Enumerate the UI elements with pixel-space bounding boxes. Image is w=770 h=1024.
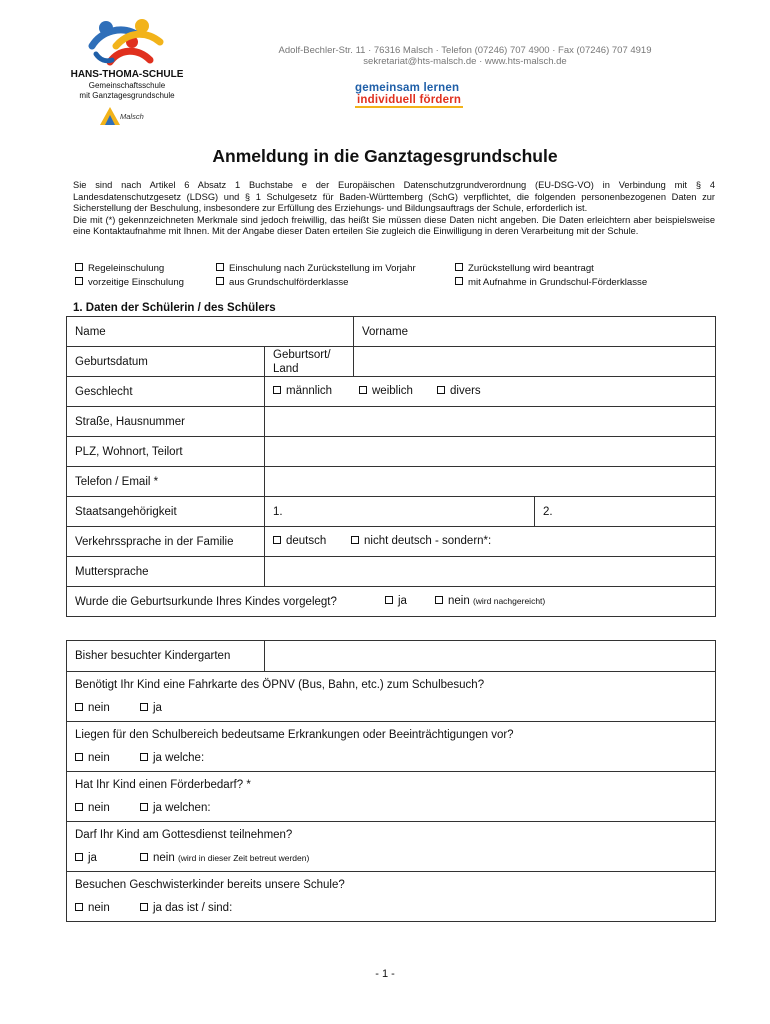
checkbox-gu-ja[interactable] [385,595,407,607]
option-label: nein [88,752,110,764]
checkbox-geschwister-ja[interactable] [140,902,232,914]
checkbox-foerder-ja[interactable] [140,802,211,814]
page-number: - 1 - [375,968,395,980]
label-plz [67,437,265,467]
checkbox-icon[interactable] [75,277,83,285]
option-nach-zurueckstellung[interactable] [216,262,416,276]
field-staat-1[interactable] [265,497,535,527]
checkbox-icon[interactable] [435,596,443,604]
school-name: HANS-THOMA-SCHULE [70,69,184,80]
field-name[interactable] [67,317,354,347]
checkbox-icon[interactable] [385,596,393,604]
option-label: nein [153,852,175,864]
label-geschlecht [67,377,265,407]
note-nachgereicht: (wird nachgereicht) [472,596,546,606]
header-contact: sekretariat@hts-malsch.de · www.hts-malsch.de [363,56,567,67]
town-logo [98,105,154,127]
label-land: Land [273,362,299,375]
checkbox-fahrkarte-nein[interactable] [75,702,110,714]
option-label: Zurückstellung wird beantragt [468,263,594,274]
checkbox-icon[interactable] [75,803,83,811]
label-staatsangehoerigkeit [67,497,265,527]
field-verkehrssprache [265,527,716,557]
option-label: aus Grundschulförderklasse [229,277,349,288]
option-label: vorzeitige Einschulung [88,277,184,288]
row-geburtsurkunde [67,587,716,617]
field-telefon[interactable] [265,467,716,497]
checkbox-divers[interactable] [437,385,481,397]
field-strasse[interactable] [265,407,716,437]
checkbox-erkrankung-ja[interactable] [140,752,204,764]
checkbox-erkrankung-nein[interactable] [75,752,110,764]
field-plz[interactable] [265,437,716,467]
town-crest-icon [98,105,122,127]
checkbox-icon[interactable] [455,263,463,271]
checkbox-deutsch[interactable] [273,535,326,547]
header-address: Adolf-Bechler-Str. 11 · 76316 Malsch · Telefon (07246) 707 4900 · Fax (07246) 707 4919 [278,45,652,56]
town-logo-text: Malsch [120,112,144,121]
field-geburtsort[interactable] [354,347,716,377]
label-text: Telefon / Email * [75,475,159,488]
label-gottesdienst: Darf Ihr Kind am Gottesdienst teilnehmen? [75,829,293,841]
row-gottesdienst [67,822,716,872]
school-logo [86,16,166,68]
option-zurueckstellung-beantragt[interactable] [455,262,594,276]
option-label: männlich [286,385,333,397]
note-betreut: (wird in dieser Zeit betreut werden) [177,853,310,863]
label-staat-1: 1. [273,505,283,518]
option-vorzeitig[interactable] [75,276,184,290]
checkbox-icon[interactable] [75,703,83,711]
field-geburtsdatum[interactable] [265,347,354,377]
option-label: nein [448,595,470,607]
label-geburtsort: Geburtsort/ [273,348,331,361]
checkbox-icon[interactable] [140,903,148,911]
checkbox-icon[interactable] [437,386,445,394]
checkbox-icon[interactable] [140,803,148,811]
option-label: nein [88,902,110,914]
option-label: ja welche: [153,752,205,764]
checkbox-icon[interactable] [140,703,148,711]
option-label: mit Aufnahme in Grundschul-Förderklasse [468,277,648,288]
label-text: Geschlecht [75,385,133,398]
label-strasse [67,407,265,437]
label-telefon [67,467,265,497]
checkbox-fahrkarte-ja[interactable] [140,702,162,714]
checkbox-icon[interactable] [75,853,83,861]
row-fahrkarte [67,672,716,722]
checkbox-icon[interactable] [140,853,148,861]
label-muttersprache [67,557,265,587]
school-subtitle [62,81,192,100]
label-verkehrssprache [67,527,265,557]
option-label: nicht deutsch - sondern*: [364,535,492,547]
checkbox-icon[interactable] [75,753,83,761]
option-label: ja welchen: [153,802,211,814]
checkbox-icon[interactable] [455,277,463,285]
label-geburtsdatum [67,347,265,377]
checkbox-icon[interactable] [351,536,359,544]
field-vorname[interactable] [354,317,716,347]
label-name: Name [75,325,106,338]
row-geschwister [67,872,716,922]
label-text: Bisher besuchter Kindergarten [75,650,231,662]
section1-title: 1. Daten der Schülerin / des Schülers [73,302,276,314]
privacy-notice-p1: Sie sind nach Artikel 6 Absatz 1 Buchstabe e der Europäischen Datenschutzgrundverordnung (EU-DSG-VO) in Verbindung mit § 4 Landesdatenschutzgesetz (LDSG) und § 1 Schulgesetz für Baden-Württemberg (SchG) verpflichtet, die folgenden personenbezogenen Daten zur Sicherstellung der Beschulung, insbesondere zur Erfüllung des Erziehungs- und Bildungsauftrags der Schule, erforderlich ist. [73,180,715,214]
privacy-notice-p2: Die mit (*) gekennzeichneten Merkmale sind jedoch freiwillig, das heißt Sie müssen diese Daten nicht angeben. Die Daten erleichtern aber beispielsweise eine Kontaktaufnahme mit Ihnen. Mit der Angabe dieser Daten erteilen Sie zugleich die Einwilligung in deren Verarbeitung mit der Schule. [73,214,715,237]
checkbox-maennlich[interactable] [273,385,332,397]
checkbox-nicht-deutsch[interactable] [351,535,491,547]
label-text: PLZ, Wohnort, Teilort [75,445,183,458]
option-label: weiblich [372,385,413,397]
checkbox-gottesdienst-ja[interactable] [75,852,97,864]
student-data-table [66,316,716,617]
option-label: ja [398,595,407,607]
row-foerderbedarf [67,772,716,822]
option-label: nein [88,802,110,814]
field-kindergarten[interactable] [265,641,716,672]
label-text: Geburtsdatum [75,355,148,368]
label-text: Staatsangehörigkeit [75,505,177,518]
option-label: deutsch [286,535,327,547]
label-staat-2: 2. [543,505,553,518]
page-title: Anmeldung in die Ganztagesgrundschule [212,146,558,166]
label-erkrankung: Liegen für den Schulbereich bedeutsame Erkrankungen oder Beeinträchtigungen vor? [75,729,514,741]
privacy-notice [73,180,715,238]
additional-data-table [66,640,716,922]
option-regeleinschulung[interactable] [75,262,164,276]
option-grundschulfoerderklasse[interactable] [216,276,348,290]
label-fahrkarte: Benötigt Ihr Kind eine Fahrkarte des ÖPNV (Bus, Bahn, etc.) zum Schulbesuch? [75,679,485,691]
field-geschlecht [265,377,716,407]
checkbox-icon[interactable] [273,536,281,544]
checkbox-geschwister-nein[interactable] [75,902,110,914]
slogan-underline [355,106,463,108]
label-geburtsurkunde: Wurde die Geburtsurkunde Ihres Kindes vorgelegt? [75,595,337,608]
option-label: divers [450,385,481,397]
checkbox-icon[interactable] [75,903,83,911]
checkbox-icon[interactable] [359,386,367,394]
checkbox-icon[interactable] [216,263,224,271]
slogan-line1: gemeinsam lernen [355,82,460,94]
checkbox-gottesdienst-nein[interactable] [140,852,309,864]
option-label: Regeleinschulung [88,263,165,274]
option-label: ja [153,702,162,714]
field-muttersprache[interactable] [265,557,716,587]
label-vorname: Vorname [362,325,409,338]
label-kindergarten [67,641,265,672]
option-label: Einschulung nach Zurückstellung im Vorjahr [229,263,416,274]
label-text: Verkehrssprache in der Familie [75,535,234,548]
checkbox-icon[interactable] [75,263,83,271]
checkbox-weiblich[interactable] [359,385,413,397]
label-foerderbedarf: Hat Ihr Kind einen Förderbedarf? * [75,779,251,791]
checkbox-gu-nein[interactable] [435,595,545,607]
school-subtitle-line2: mit Ganztagesgrundschule [79,90,175,100]
field-staat-2[interactable] [535,497,716,527]
checkbox-icon[interactable] [140,753,148,761]
option-label: ja [88,852,97,864]
option-label: ja das ist / sind: [153,902,233,914]
label-text: Straße, Hausnummer [75,415,185,428]
option-aufnahme-foerderklasse[interactable] [455,276,647,290]
checkbox-foerder-nein[interactable] [75,802,110,814]
checkbox-icon[interactable] [216,277,224,285]
option-label: nein [88,702,110,714]
school-subtitle-line1: Gemeinschaftsschule [88,81,166,90]
slogan-line2: individuell fördern [357,94,462,106]
label-geschwister: Besuchen Geschwisterkinder bereits unsere Schule? [75,879,345,891]
checkbox-icon[interactable] [273,386,281,394]
label-text: Muttersprache [75,565,149,578]
row-erkrankung [67,722,716,772]
